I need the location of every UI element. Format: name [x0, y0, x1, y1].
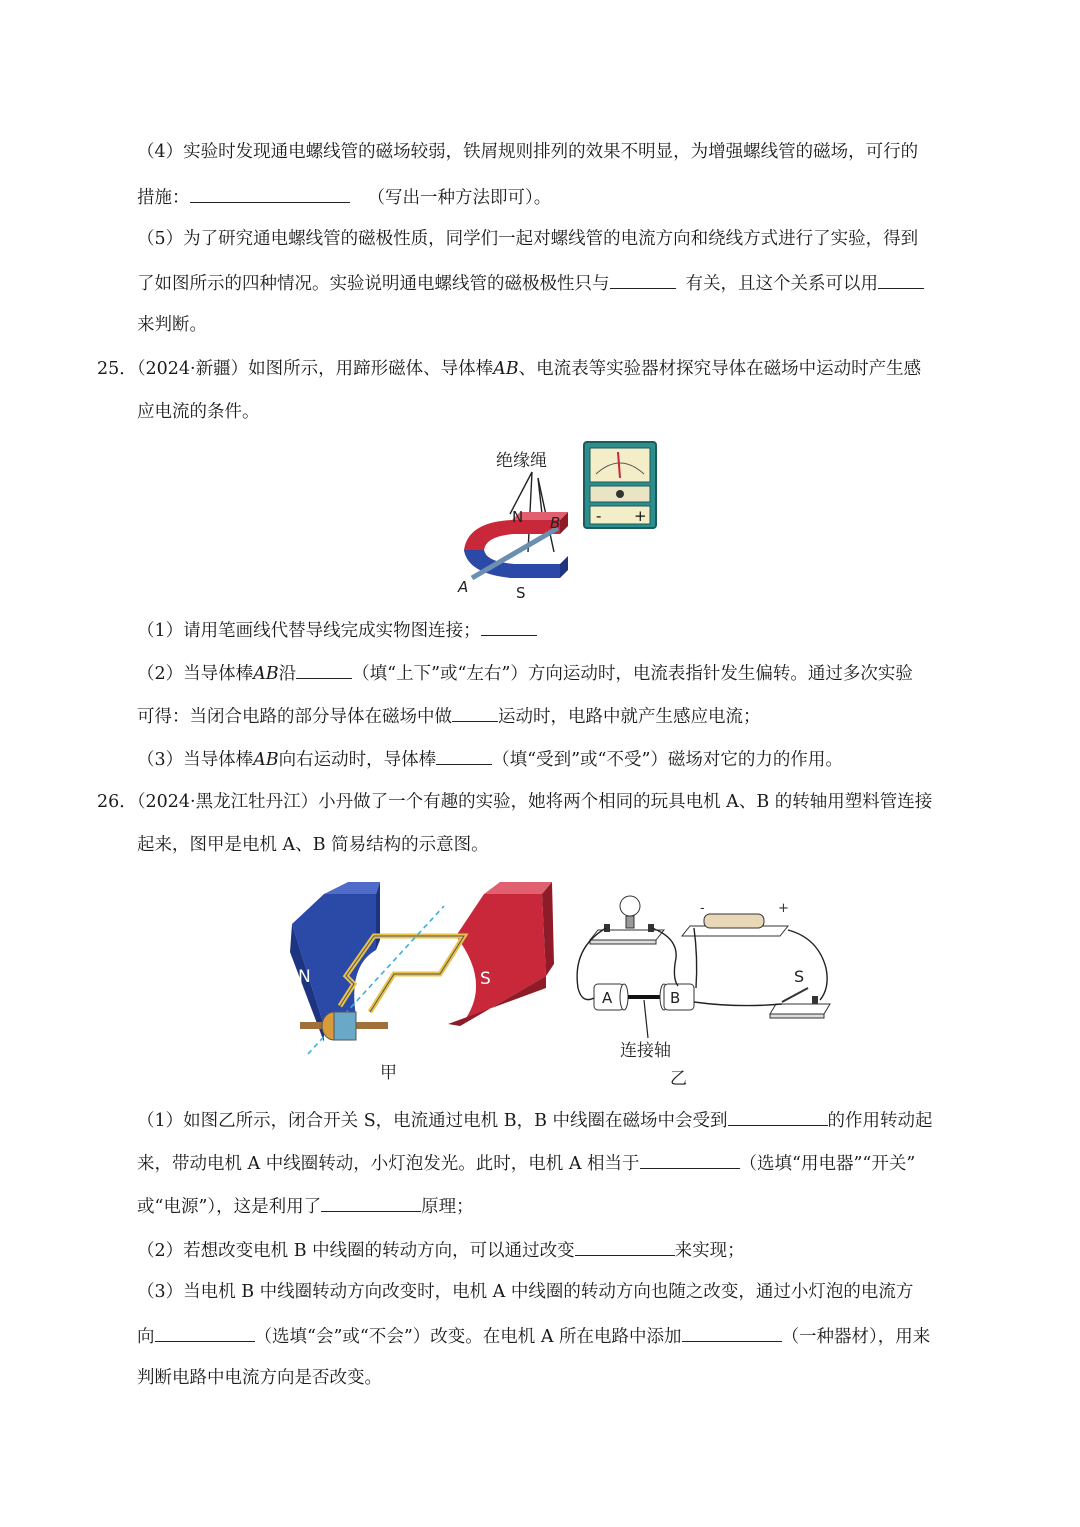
text: （1）请用笔画线代替导线完成实物图连接；: [137, 621, 481, 641]
text: 的作用转动起: [827, 1111, 933, 1131]
text: （选填“用电器”“开关”: [739, 1154, 916, 1174]
label-battery-minus: -: [700, 901, 705, 916]
q25-figure: [450, 432, 670, 604]
text: 判断电路中电流方向是否改变。: [137, 1368, 382, 1388]
battery: [682, 901, 789, 936]
label-switch: S: [794, 967, 805, 986]
answer-blank[interactable]: [155, 1323, 255, 1342]
text: 应电流的条件。: [137, 402, 260, 422]
q24-part4-line2: [137, 184, 551, 210]
q26-part1-line3: [137, 1193, 474, 1219]
caption-jia: 甲: [380, 1063, 397, 1083]
q24-part4-line1: [137, 140, 918, 164]
south-magnet: [448, 882, 554, 1026]
answer-blank[interactable]: [640, 1150, 740, 1169]
q26-part2: [137, 1237, 745, 1263]
text: 措施：: [137, 188, 190, 208]
answer-blank[interactable]: [190, 184, 350, 203]
label-plus: +: [634, 507, 647, 525]
q26-part3-line2: [137, 1323, 930, 1349]
light-bulb: [590, 896, 664, 944]
text: 起来，图甲是电机 A、B 简易结构的示意图。: [137, 835, 489, 855]
label-minus: -: [596, 507, 602, 525]
q25-stem-line1: [97, 357, 921, 381]
answer-blank[interactable]: [321, 1193, 421, 1212]
q25-part1: [137, 617, 537, 643]
text: （选填“会”或“不会”）改变。在电机 A 所在电路中添加: [254, 1327, 682, 1347]
text: 了如图所示的四种情况。实验说明通电螺线管的磁极极性只与: [137, 274, 610, 294]
q24-part5-line1: [137, 227, 918, 251]
label-n-pole: N: [512, 508, 524, 526]
text: 来，带动电机 A 中线圈转动，小灯泡发光。此时，电机 A 相当于: [137, 1154, 640, 1174]
text: AB: [493, 359, 519, 379]
text: 26．（2024·黑龙江牡丹江）小丹做了一个有趣的实验，她将两个相同的玩具电机 A、B 的转轴用塑料管连接: [97, 792, 933, 812]
label-s-pole: S: [480, 969, 491, 989]
answer-blank[interactable]: [728, 1107, 828, 1126]
answer-blank[interactable]: [878, 270, 924, 289]
caption-yi: 乙: [670, 1069, 687, 1088]
text: （4）实验时发现通电螺线管的磁场较弱，铁屑规则排列的效果不明显，为增强螺线管的磁场，可行的: [137, 142, 919, 162]
q26-figure-yi: [568, 888, 840, 1088]
shaft-pointer: [644, 1000, 648, 1038]
q25-part2-line2: [137, 703, 761, 729]
label-b: B: [550, 514, 561, 532]
text: （一种器材），用来: [781, 1327, 931, 1347]
text: 有关，且这个关系可以用: [685, 274, 878, 294]
q26-stem-line1: [97, 790, 932, 814]
q26-part3-line3: [137, 1366, 382, 1390]
galvanometer: [584, 442, 656, 528]
label-shaft: 连接轴: [620, 1041, 671, 1061]
text: 25．（2024·新疆）如图所示，用蹄形磁体、导体棒: [97, 359, 494, 379]
text: AB: [253, 750, 279, 770]
text: 可得：当闭合电路的部分导体在磁场中做: [137, 707, 452, 727]
q25-part2-line1: [137, 660, 913, 686]
text: （填“上下”或“左右”）方向运动时，电流表指针发生偏转。通过多次实验: [352, 664, 913, 684]
text: （2）若想改变电机 B 中线圈的转动方向，可以通过改变: [137, 1241, 575, 1261]
label-motor-a: A: [602, 989, 613, 1007]
text: （3）当导体棒: [137, 750, 254, 770]
q26-figure-jia: [284, 876, 554, 1088]
text: 向右运动时，导体棒: [278, 750, 437, 770]
text: 、电流表等实验器材探究导体在磁场中运动时产生感: [518, 359, 922, 379]
text: （3）当电机 B 中线圈转动方向改变时，电机 A 中线圈的转动方向也随之改变，通过小灯泡的电流方: [137, 1282, 914, 1302]
label-a: A: [458, 578, 469, 596]
q25-stem-line2: [137, 400, 260, 424]
q26-part1-line1: [137, 1107, 933, 1133]
answer-blank[interactable]: [575, 1237, 675, 1256]
q24-part5-line3: [137, 313, 207, 337]
label-s-pole: S: [516, 584, 526, 602]
q24-part5-line2: [137, 270, 924, 296]
label-battery-plus: +: [778, 901, 789, 916]
label-motor-b: B: [670, 989, 681, 1007]
text: （填“受到”或“不受”）磁场对它的力的作用。: [492, 750, 843, 770]
text: （5）为了研究通电螺线管的磁极性质，同学们一起对螺线管的电流方向和绕线方式进行了实验，得到: [137, 229, 919, 249]
text: （1）如图乙所示，闭合开关 S，电流通过电机 B，B 中线圈在磁场中会受到: [137, 1111, 728, 1131]
q26-stem-line2: [137, 833, 489, 857]
text: 来实现；: [674, 1241, 745, 1261]
switch: [770, 988, 830, 1018]
text: 来判断。: [137, 315, 207, 335]
answer-blank[interactable]: [610, 270, 676, 289]
q26-part1-line2: [137, 1150, 915, 1176]
text: 向: [137, 1327, 155, 1347]
q25-part3: [137, 746, 843, 772]
q26-part3-line1: [137, 1280, 913, 1304]
text: 或“电源”），这是利用了: [137, 1197, 322, 1217]
text: （写出一种方法即可）。: [367, 188, 552, 208]
answer-blank[interactable]: [481, 617, 537, 636]
answer-blank[interactable]: [296, 660, 352, 679]
text: 运动时，电路中就产生感应电流；: [498, 707, 761, 727]
label-rope: 绝缘绳: [496, 451, 547, 471]
commutator-ring: [334, 1012, 356, 1040]
text: 沿: [278, 664, 297, 684]
answer-blank[interactable]: [682, 1323, 782, 1342]
answer-blank[interactable]: [452, 703, 498, 722]
answer-blank[interactable]: [436, 746, 492, 765]
text: （2）当导体棒: [137, 664, 254, 684]
label-n-pole: N: [298, 967, 311, 987]
text: 原理；: [421, 1197, 474, 1217]
text: AB: [253, 664, 279, 684]
